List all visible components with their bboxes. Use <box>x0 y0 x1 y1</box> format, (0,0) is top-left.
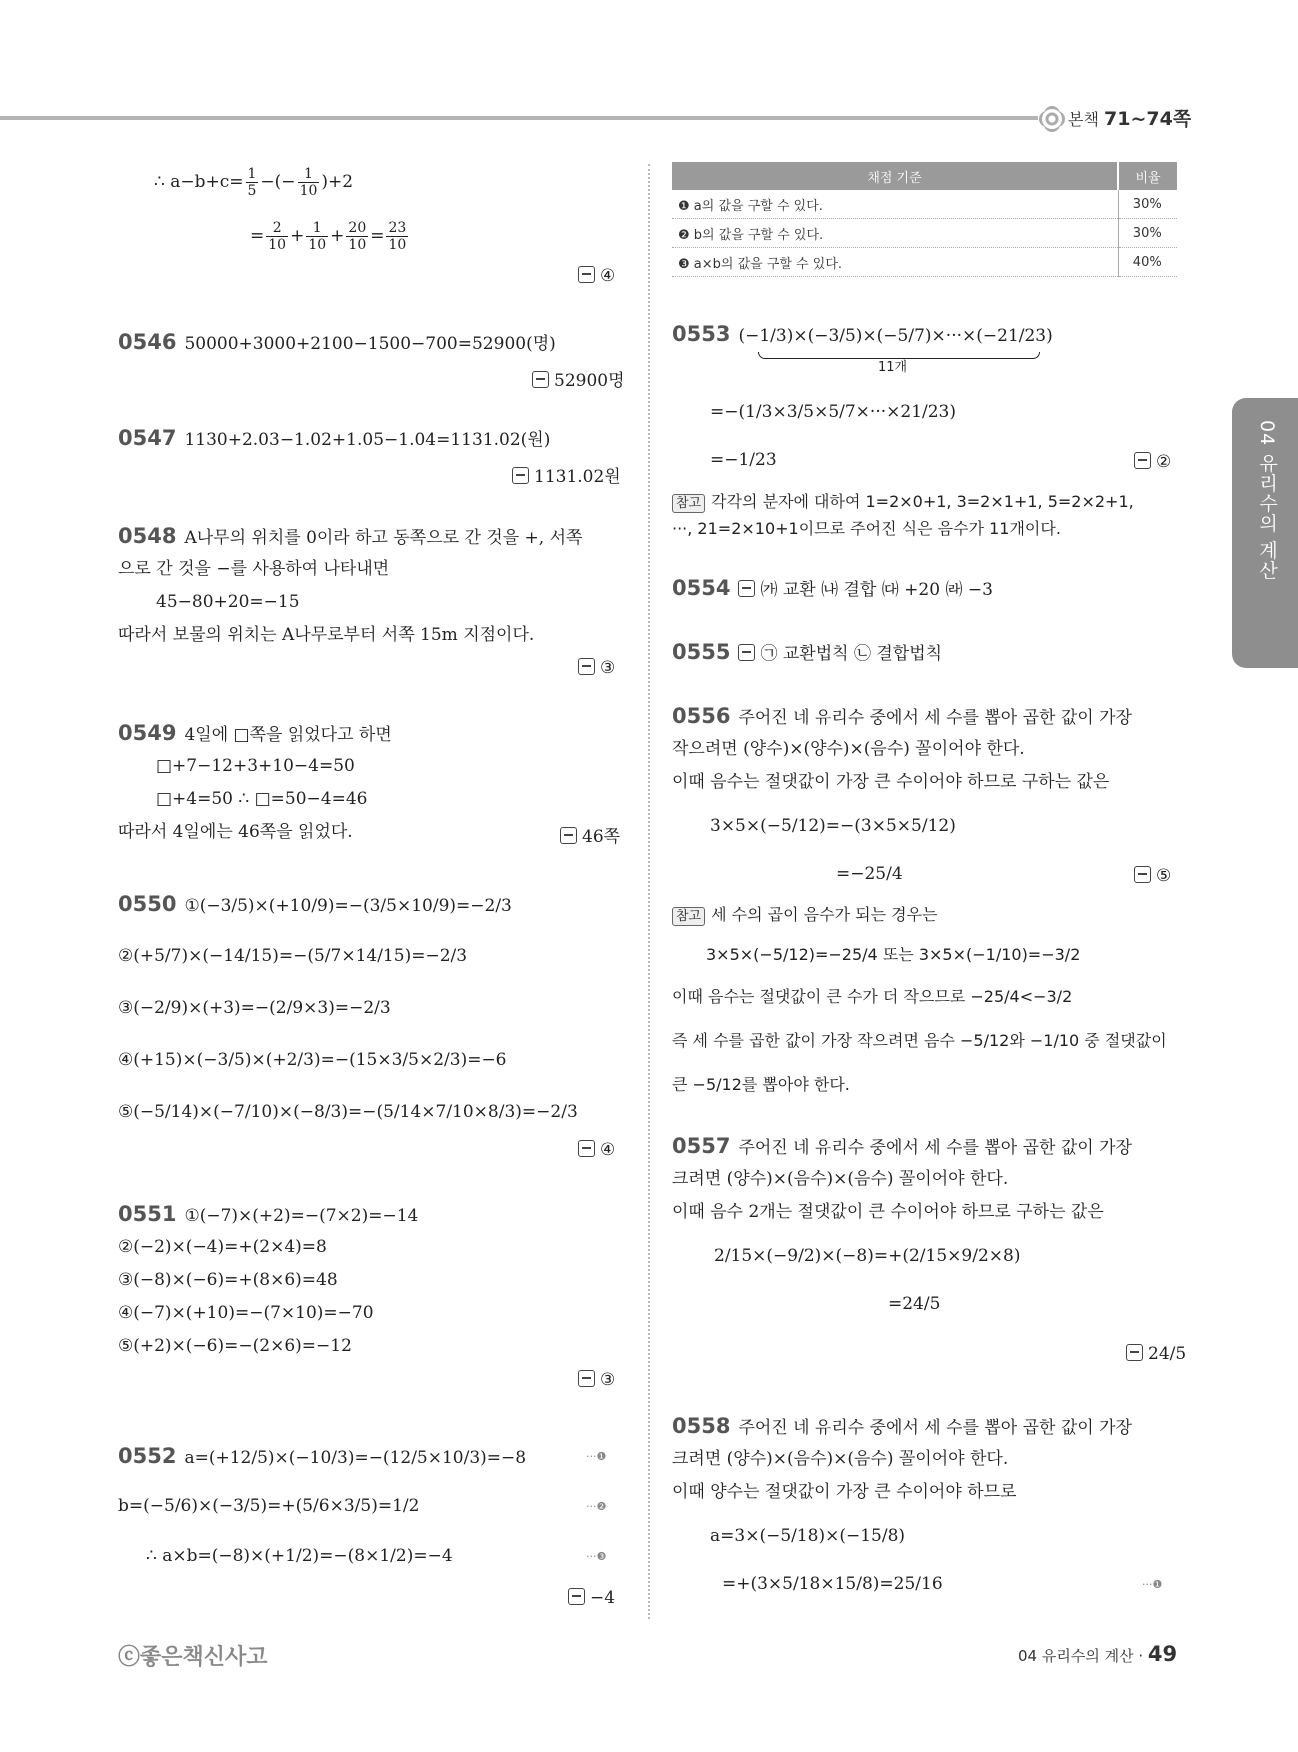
answer-0556 <box>1134 866 1171 886</box>
problem-0548 <box>118 520 582 555</box>
p0549-l2: □+7−12+3+10−4=50 <box>156 756 355 776</box>
answer-icon <box>568 1588 585 1605</box>
note-0556-l4: 즉 세 수를 곱한 값이 가장 작으려면 음수 −5/12와 −1/10 중 절댓값이 <box>672 1031 1167 1050</box>
p0548-l1: A나무의 위치를 0이라 하고 동쪽으로 간 것을 +, 서쪽 <box>184 528 583 548</box>
note-0553-l2: ···, 21=2×10+1이므로 주어진 식은 음수가 11개이다. <box>672 519 1061 538</box>
answer-0547 <box>512 462 621 487</box>
answer-0548 <box>578 658 615 678</box>
p0550-r3: ③(−2/9)×(+3)=−(2/9×3)=−2/3 <box>118 998 391 1018</box>
p0556-l3: 이때 음수는 절댓값이 가장 큰 수이어야 하므로 구하는 값은 <box>672 772 1110 792</box>
answer-0545-value: ④ <box>600 266 616 286</box>
answer-0548-value: ③ <box>600 658 616 678</box>
chapter-side-tab-label: 04 유리수의 계산 <box>1256 420 1278 581</box>
column-divider <box>648 164 650 1619</box>
p0557-l1: 주어진 네 유리수 중에서 세 수를 뽑아 곱한 값이 가장 <box>738 1138 1132 1158</box>
p0557-l3: 이때 음수 2개는 절댓값이 큰 수이어야 하므로 구하는 값은 <box>672 1202 1104 1222</box>
problem-number: 0546 <box>118 330 177 354</box>
answer-0553 <box>1134 452 1171 472</box>
problem-0558-l1 <box>672 1410 1132 1445</box>
problem-0553-r1 <box>672 318 1053 353</box>
answer-0550 <box>578 1140 615 1160</box>
answer-0556-value: ⑤ <box>1156 866 1172 886</box>
footer-page <box>1018 1642 1177 1666</box>
answer-icon <box>738 580 755 597</box>
note-0556-l1 <box>672 898 937 931</box>
p0547-text: 1130+2.03−1.02+1.05−1.04=1131.02(원) <box>184 430 551 450</box>
problem-0546 <box>118 326 556 361</box>
header-rule <box>0 116 1038 120</box>
table-header-criteria: 채점 기준 <box>672 162 1118 190</box>
note-0553-text1: 각각의 분자에 대하여 1=2×0+1, 3=2×1+1, 5=2×2+1, <box>711 492 1134 511</box>
answer-0551-value: ③ <box>600 1370 616 1390</box>
p0552-r2: b=(−5/6)×(−3/5)=+(5/6×3/5)=1/2 <box>118 1496 420 1516</box>
table-row <box>672 248 1177 277</box>
p0555-text: ㉠ 교환법칙 ㉡ 결합법칙 <box>760 644 943 664</box>
problem-0547 <box>118 422 550 457</box>
table-cell-ratio: 30% <box>1118 219 1177 248</box>
p0550-r1: ①(−3/5)×(+10/9)=−(3/5×10/9)=−2/3 <box>184 896 512 916</box>
table-row <box>672 219 1177 248</box>
p0545-l1a: ∴ a−b+c= <box>154 172 244 192</box>
answer-icon <box>1126 1344 1143 1361</box>
answer-icon <box>560 827 577 844</box>
p0545-l1b: − <box>260 172 275 192</box>
problem-number: 0552 <box>118 1444 177 1468</box>
problem-number: 0549 <box>118 721 177 745</box>
problem-0549 <box>118 717 392 752</box>
answer-0557 <box>1126 1344 1186 1364</box>
table-cell-ratio: 40% <box>1118 248 1177 277</box>
answer-icon <box>578 1140 595 1157</box>
answer-0549 <box>560 822 620 847</box>
page-number: 49 <box>1147 1642 1178 1666</box>
p0545-l2a: = <box>250 226 265 246</box>
footer-chapter: 04 유리수의 계산 · <box>1018 1647 1144 1665</box>
note-tag: 참고 <box>672 907 705 926</box>
answer-0553-value: ② <box>1156 452 1172 472</box>
p0551-r1: ①(−7)×(+2)=−(7×2)=−14 <box>184 1206 419 1226</box>
problem-number: 0553 <box>672 322 731 346</box>
problem-number: 0554 <box>672 576 731 600</box>
step-ref-1: ···❶ <box>1142 1578 1163 1591</box>
p0553-r1: (−1/3)×(−3/5)×(−5/7)×···×(−21/23) <box>738 326 1053 346</box>
problem-0554 <box>672 572 993 607</box>
p0548-l2: 으로 간 것을 −를 사용하여 나타내면 <box>118 559 390 579</box>
answer-0545 <box>578 266 615 286</box>
p0545-l2d: = <box>370 226 385 246</box>
problem-0545-line1: ∴ a−b+c= $\frac{1}{5}$ −(− $\frac{1}{10}$ )+2 <box>154 166 354 199</box>
note-tag: 참고 <box>672 494 705 513</box>
p0548-l4: 따라서 보물의 위치는 A나무로부터 서쪽 15m 지점이다. <box>118 625 535 645</box>
p0549-l4: 따라서 4일에는 46쪽을 읽었다. <box>118 822 353 842</box>
publisher-logo: ⓒ좋은책신사고 <box>118 1645 268 1670</box>
frac: $\frac{1}{10}$ <box>299 166 318 199</box>
p0557-l5: =24/5 <box>888 1294 941 1314</box>
problem-0556-l1 <box>672 700 1132 735</box>
problem-number: 0557 <box>672 1134 731 1158</box>
problem-number: 0547 <box>118 426 177 450</box>
p0551-r2: ②(−2)×(−4)=+(2×4)=8 <box>118 1237 327 1257</box>
p0556-l4: 3×5×(−5/12)=−(3×5×5/12) <box>710 816 956 836</box>
answer-icon <box>578 658 595 675</box>
answer-0549-value: 46쪽 <box>582 827 621 847</box>
problem-number: 0550 <box>118 892 177 916</box>
problem-number: 0555 <box>672 640 731 664</box>
answer-0552 <box>568 1588 615 1608</box>
answer-icon <box>512 467 529 484</box>
step-ref-3: ···❸ <box>586 1550 607 1563</box>
answer-0557-value: 24/5 <box>1148 1344 1187 1364</box>
answer-icon <box>1134 452 1151 469</box>
header-ref-pages: 71~74쪽 <box>1104 108 1192 130</box>
p0550-r5: ⑤(−5/14)×(−7/10)×(−8/3)=−(5/14×7/10×8/3)=−2/3 <box>118 1102 578 1122</box>
p0551-r3: ③(−8)×(−6)=+(8×6)=48 <box>118 1270 338 1290</box>
p0554-text: ㈎ 교환 ㈏ 결합 ㈐ +20 ㈑ −3 <box>760 580 993 600</box>
problem-0555 <box>672 636 942 671</box>
table-cell-criteria: ❸ a×b의 값을 구할 수 있다. <box>672 248 1118 277</box>
problem-0545-line2 <box>250 220 410 253</box>
problem-number: 0556 <box>672 704 731 728</box>
problem-0552-r1 <box>118 1440 526 1475</box>
p0548-l3: 45−80+20=−15 <box>156 592 300 612</box>
table-cell-criteria: ❷ b의 값을 구할 수 있다. <box>672 219 1118 248</box>
answer-icon <box>1134 866 1151 883</box>
p0556-l2: 작으려면 (양수)×(양수)×(음수) 꼴이어야 한다. <box>672 739 1025 759</box>
frac: $\frac{20}{10}$ <box>348 220 367 253</box>
p0546-text: 50000+3000+2100−1500−700=52900(명) <box>184 334 556 354</box>
p0550-r2: ②(+5/7)×(−14/15)=−(5/7×14/15)=−2/3 <box>118 946 468 966</box>
note-0556-l5: 큰 −5/12를 뽑아야 한다. <box>672 1075 850 1094</box>
table-row <box>672 190 1177 219</box>
problem-0557-l1 <box>672 1130 1132 1165</box>
frac: $\frac{1}{5}$ <box>247 166 257 199</box>
problem-0553-brace <box>672 352 1040 377</box>
answer-icon <box>578 266 595 283</box>
p0545-l1c: +2 <box>328 172 354 192</box>
chapter-side-tab[interactable] <box>1232 398 1298 668</box>
p0553-r3: =−1/23 <box>710 450 777 470</box>
answer-0546 <box>532 366 625 391</box>
p0556-l5: =−25/4 <box>836 864 903 884</box>
table-header-ratio: 비율 <box>1118 162 1177 190</box>
answer-icon <box>738 644 755 661</box>
p0549-l3: □+4=50 ∴ □=50−4=46 <box>156 789 368 809</box>
p0558-l2: 크려면 (양수)×(음수)×(음수) 꼴이어야 한다. <box>672 1449 1009 1469</box>
table-header-row <box>672 162 1177 190</box>
note-0556-text1: 세 수의 곱이 음수가 되는 경우는 <box>711 905 938 924</box>
p0557-l2: 크려면 (양수)×(음수)×(음수) 꼴이어야 한다. <box>672 1169 1009 1189</box>
note-0556-l3: 이때 음수는 절댓값이 큰 수가 더 작으므로 −25/4<−3/2 <box>672 987 1073 1006</box>
problem-number: 0551 <box>118 1202 177 1226</box>
p0549-l1: 4일에 □쪽을 읽었다고 하면 <box>184 725 392 745</box>
table-cell-criteria: ❶ a의 값을 구할 수 있다. <box>672 190 1118 219</box>
p0558-l3: 이때 양수는 절댓값이 가장 큰 수이어야 하므로 <box>672 1482 1017 1502</box>
answer-0552-value: −4 <box>590 1588 616 1608</box>
header-page-ref <box>1042 104 1191 131</box>
p0553-r2: =−(1/3×3/5×5/7×···×21/23) <box>710 402 957 422</box>
p0556-l1: 주어진 네 유리수 중에서 세 수를 뽑아 곱한 값이 가장 <box>738 708 1132 728</box>
p0545-l2b: + <box>290 226 305 246</box>
answer-0546-value: 52900명 <box>554 371 625 391</box>
p0557-l4: 2/15×(−9/2)×(−8)=+(2/15×9/2×8) <box>714 1246 1021 1266</box>
p0552-r3: ∴ a×b=(−8)×(+1/2)=−(8×1/2)=−4 <box>146 1546 453 1566</box>
frac: $\frac{1}{10}$ <box>308 220 327 253</box>
frac: $\frac{2}{10}$ <box>268 220 287 253</box>
step-ref-1: ···❶ <box>586 1450 607 1463</box>
answer-0550-value: ④ <box>600 1140 616 1160</box>
answer-icon <box>578 1370 595 1387</box>
problem-0551-r1 <box>118 1198 418 1233</box>
note-0556-l2: 3×5×(−5/12)=−25/4 또는 3×5×(−1/10)=−3/2 <box>706 945 1081 964</box>
frac: $\frac{23}{10}$ <box>388 220 407 253</box>
answer-0551 <box>578 1370 615 1390</box>
problem-number: 0558 <box>672 1414 731 1438</box>
underbrace <box>758 352 1040 359</box>
problem-0550-r1 <box>118 888 512 923</box>
answer-icon <box>532 371 549 388</box>
scoring-criteria-table <box>672 162 1177 277</box>
problem-number: 0548 <box>118 524 177 548</box>
flower-icon <box>1042 109 1062 129</box>
step-ref-2: ···❷ <box>586 1500 607 1513</box>
table-cell-ratio: 30% <box>1118 190 1177 219</box>
p0558-l4: a=3×(−5/18)×(−15/8) <box>710 1526 906 1546</box>
p0551-r5: ⑤(+2)×(−6)=−(2×6)=−12 <box>118 1336 352 1356</box>
header-ref-prefix: 본책 <box>1068 110 1099 129</box>
p0558-l5: =+(3×5/18×15/8)=25/16 <box>722 1574 943 1594</box>
p0545-l2c: + <box>330 226 345 246</box>
p0550-r4: ④(+15)×(−3/5)×(+2/3)=−(15×3/5×2/3)=−6 <box>118 1050 507 1070</box>
answer-0547-value: 1131.02원 <box>534 467 621 487</box>
p0558-l1: 주어진 네 유리수 중에서 세 수를 뽑아 곱한 값이 가장 <box>738 1418 1132 1438</box>
p0551-r4: ④(−7)×(+10)=−(7×10)=−70 <box>118 1303 374 1323</box>
brace-label: 11개 <box>878 360 908 375</box>
p0552-r1: a=(+12/5)×(−10/3)=−(12/5×10/3)=−8 <box>184 1448 527 1468</box>
